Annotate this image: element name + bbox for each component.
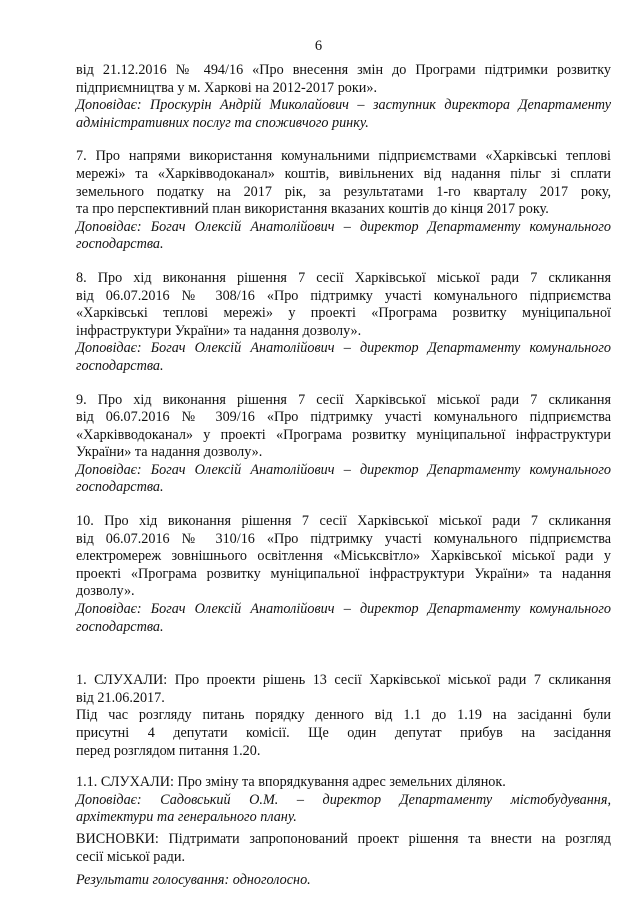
agenda-line: проекті «Програма розвитку муніципальної інфраструктури України» та надання (76, 565, 611, 582)
heard-section-1-1 (76, 774, 611, 890)
heard-line: 1. СЛУХАЛИ: Про проекти рішень 13 сесії Харківської міської ради 7 скликання (76, 672, 611, 689)
agenda-item-10 (76, 513, 611, 636)
agenda-line: «Харківські теплові мережі» у проекті «Програма розвитку муніципальної (76, 305, 611, 322)
reporter-line: Доповідає: Богач Олексій Анатолійович – директор Департаменту комунального (76, 461, 611, 478)
agenda-line: мережі» та «Харківводоканал» коштів, вивільнених від надання пільг зі сплати (76, 165, 611, 182)
intro-line: підприємництва у м. Харкові на 2012-2017 роки». (76, 79, 378, 96)
agenda-item-8 (76, 270, 611, 376)
vote-result: Результати голосування: одноголосно. (76, 872, 311, 889)
reporter-line: Доповідає: Проскурін Андрій Миколайович – заступник директора Департаменту (76, 97, 611, 114)
agenda-line: України» та надання дозволу». (76, 444, 263, 461)
heard-line: 1.1. СЛУХАЛИ: Про зміну та впорядкування адрес земельних ділянок. (76, 774, 506, 791)
conclusion-line: сесії міської ради. (76, 848, 186, 865)
reporter-line: Доповідає: Богач Олексій Анатолійович – директор Департаменту комунального (76, 218, 611, 235)
agenda-line: 9. Про хід виконання рішення 7 сесії Харківської міської ради 7 скликання (76, 391, 611, 408)
reporter-line: Доповідає: Богач Олексій Анатолійович – директор Департаменту комунального (76, 601, 611, 618)
agenda-line: від 06.07.2016 № 310/16 «Про підтримку участі комунального підприємства (76, 530, 611, 547)
agenda-line: та про перспективний план використання вказаних коштів до кінця 2017 року. (76, 201, 549, 218)
agenda-line: інфраструктури України» та надання дозволу». (76, 322, 362, 339)
note-line: перед розглядом питання 1.20. (76, 742, 261, 759)
agenda-line: «Харківводоканал» у проекті «Програма розвитку муніципальної інфраструктури (76, 426, 611, 443)
section-gap (76, 652, 611, 672)
note-line: присутні 4 депутати комісії. Ще один депутат прибув на засідання (76, 725, 611, 741)
reporter-line: господарства. (76, 357, 164, 374)
conclusion-line: ВИСНОВКИ: Підтримати запропонований проект рішення та внести на розгляд (76, 830, 611, 847)
agenda-line: земельного податку на 2017 рік, за результатами 1-го кварталу 2017 року, (76, 183, 611, 200)
agenda-line: від 06.07.2016 № 309/16 «Про підтримку участі комунального підприємства (76, 409, 611, 426)
agenda-item-7 (76, 148, 611, 254)
reporter-line: адміністративних послуг та споживчого ринку. (76, 114, 369, 131)
agenda-line: від 06.07.2016 № 308/16 «Про підтримку участі комунального підприємства (76, 287, 611, 304)
reporter-line: господарства. (76, 479, 164, 496)
agenda-item-9 (76, 392, 611, 498)
page-number: 6 (314, 38, 323, 54)
heard-line: від 21.06.2017. (76, 689, 165, 706)
agenda-line: 7. Про напрями використання комунальними підприємствами «Харківські теплові (76, 148, 611, 165)
reporter-line: господарства. (76, 618, 164, 635)
agenda-line: 8. Про хід виконання рішення 7 сесії Харківської міської ради 7 скликання (76, 269, 611, 286)
reporter-line: господарства. (76, 236, 164, 253)
reporter-line: Доповідає: Богач Олексій Анатолійович – директор Департаменту комунального (76, 340, 611, 357)
agenda-line: електромереж зовнішнього освітлення «Міськсвітло» Харківської міської ради у (76, 548, 611, 565)
agenda-line: дозволу». (76, 583, 135, 600)
reporter-line: Доповідає: Садовський О.М. – директор Департаменту містобудування, (76, 791, 611, 808)
heard-section-1 (76, 672, 611, 760)
reporter-line: архітектури та генерального плану. (76, 809, 297, 826)
intro-block (76, 62, 611, 132)
note-line: Під час розгляду питань порядку денного від 1.1 до 1.19 на засіданні були (76, 707, 611, 724)
agenda-line: 10. Про хід виконання рішення 7 сесії Харківської міської ради 7 скликання (76, 513, 611, 530)
intro-line: від 21.12.2016 № 494/16 «Про внесення змін до Програми підтримки розвитку (76, 62, 611, 78)
document-body (76, 62, 611, 890)
